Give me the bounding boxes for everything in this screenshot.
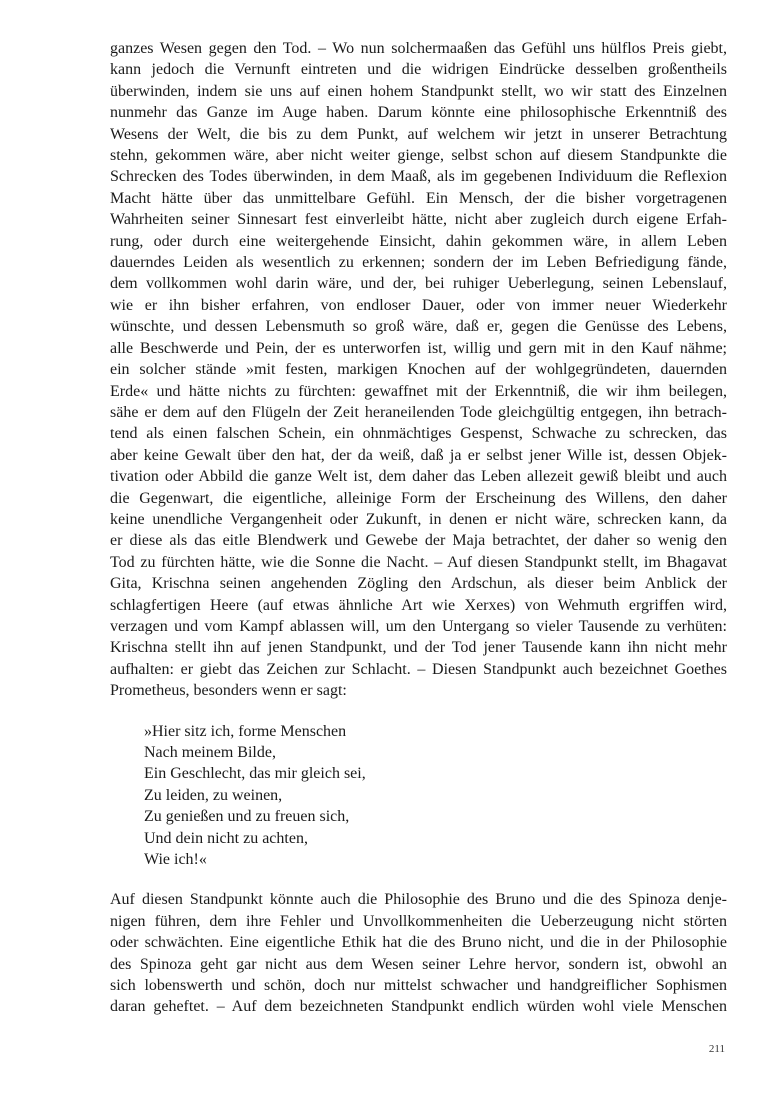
poem-quote	[144, 721, 727, 871]
poem-line: Ein Geschlecht, das mir gleich sei,	[144, 765, 366, 783]
poem-line: Wie ich!«	[144, 851, 207, 869]
text-line: nunmehr das Ganze im Auge haben. Darum könnte eine philosophische Erkenntniß des	[110, 104, 727, 122]
text-line: kann jedoch die Vernunft eintreten und die widrigen Eindrücke desselben großentheils	[110, 61, 727, 79]
text-line: die Gegenwart, die eigentliche, alleinige Form der Erscheinung des Willens, den daher	[110, 489, 727, 507]
text-line: er diese als das eitle Blendwerk und Gewebe der Maja betrachtet, der daher so wenig den	[110, 532, 727, 550]
text-line: sich lobenswerth und schön, doch nur mittelst schwacher und handgreiflicher Sophismen	[110, 977, 727, 995]
text-line: Gita, Krischna seinen angehenden Zögling den Ardschun, als dieser beim Anblick der	[110, 575, 727, 593]
text-line: keine unendliche Vergangenheit oder Zukunft, in denen er nicht wäre, schrecken kann, da	[110, 510, 727, 528]
text-line: dem vollkommen wohl darin wäre, und der, bei ruhiger Ueberlegung, seinen Lebenslauf,	[110, 275, 727, 293]
text-line: aufhalten: er giebt das Zeichen zur Schlacht. – Diesen Standpunkt auch bezeichnet Goethes	[110, 660, 727, 678]
text-line: Wahrheiten seiner Sinnesart fest einverleibt hätte, nicht aber zugleich durch eigene Erfah-	[110, 211, 727, 229]
text-line: Schrecken des Todes überwinden, in dem Maaß, als im gegebenen Individuum die Reflexion	[110, 168, 727, 186]
text-line: nigen führen, dem ihre Fehler und Unvollkommenheiten die Ueberzeugung nicht störten	[110, 912, 727, 930]
text-line: tivation oder Abbild die ganze Welt ist, dem daher das Leben allezeit gewiß bleibt und auch	[110, 468, 727, 486]
text-line: Erde« und hätte nichts zu fürchten: gewaffnet mit der Erkenntniß, die wir ihm beilegen,	[110, 382, 727, 400]
poem-line: Zu genießen und zu freuen sich,	[144, 808, 350, 826]
text-line: sähe er dem auf den Flügeln der Zeit heraneilenden Tode gleichgültig entgegen, ihn betrach-	[110, 403, 727, 421]
poem-line: Zu leiden, zu weinen,	[144, 786, 283, 804]
text-line: des Spinoza geht gar nicht aus dem Wesen seiner Lehre hervor, sondern ist, obwohl an	[110, 955, 727, 973]
text-line: Wesens der Welt, die bis zu dem Punkt, auf welchem wir jetzt in unserer Betrachtung	[110, 125, 727, 143]
page-body	[110, 38, 727, 1018]
paragraph-2	[110, 889, 727, 1017]
page-number: 211	[708, 1043, 725, 1055]
text-line: aber keine Gewalt über den hat, der da weiß, daß ja er selbst jener Wille ist, dessen Objek-	[110, 446, 727, 464]
text-line: Auf diesen Standpunkt könnte auch die Philosophie des Bruno und die des Spinoza denje-	[110, 891, 727, 909]
text-line: verzagen und vom Kampf ablassen will, um den Untergang so vieler Tausende zu verhüten:	[110, 617, 727, 635]
poem-line: Nach meinem Bilde,	[144, 744, 276, 761]
text-line: stehn, gekommen wäre, aber nicht weiter gienge, selbst schon auf diesem Standpunkte die	[110, 147, 727, 165]
text-line: überwinden, indem sie uns auf einen hohem Standpunkt stellt, wo wir statt des Einzelnen	[110, 82, 727, 100]
text-line: Tod zu fürchten hätte, wie die Sonne die Nacht. – Auf diesen Standpunkt stellt, im Bhagavat	[110, 553, 727, 571]
text-line: Prometheus, besonders wenn er sagt:	[110, 682, 347, 700]
text-line: tend als einen falschen Schein, ein ohnmächtiges Gespenst, Schwache zu schrecken, das	[110, 425, 727, 443]
text-line: Krischna stellt ihn auf jenen Standpunkt, und der Tod jener Tausende kann ihn nicht mehr	[110, 639, 727, 657]
text-line: wünschte, und dessen Lebensmuth so groß wäre, daß er, gegen die Genüsse des Lebens,	[110, 318, 727, 336]
text-line: dauerndes Leiden als wesentlich zu erkennen; sondern der im Leben Befriedigung fände,	[110, 254, 727, 272]
paragraph-1	[110, 38, 727, 702]
text-line: wie er ihn bisher erfahren, von endloser Dauer, oder von immer neuer Wiederkehr	[110, 296, 727, 314]
text-line: alle Beschwerde und Pein, der es unterworfen ist, willig und gern mit in den Kauf nähme;	[110, 339, 727, 357]
poem-line: »Hier sitz ich, forme Menschen	[144, 722, 347, 740]
text-line: ganzes Wesen gegen den Tod. – Wo nun solchermaaßen das Gefühl uns hülflos Preis giebt,	[110, 40, 727, 57]
text-line: schlagfertigen Heere (auf etwas ähnliche Art wie Xerxes) von Wehmuth ergriffen wird,	[110, 596, 727, 614]
text-line: Macht hätte über das unmittelbare Gefühl. Ein Mensch, der die bisher vorgetragenen	[110, 189, 727, 207]
text-line: rung, oder durch eine weitergehende Einsicht, dahin gekommen wäre, in allem Leben	[110, 232, 727, 250]
text-line: daran geheftet. – Auf dem bezeichneten Standpunkt endlich würden wohl viele Menschen	[110, 998, 727, 1016]
poem-line: Und dein nicht zu achten,	[144, 829, 308, 847]
text-line: ein solcher stände »mit festen, markigen Knochen auf der wohlgegründeten, dauernden	[110, 361, 727, 379]
text-line: oder schwächten. Eine eigentliche Ethik hat die des Bruno nicht, und die in der Philosophie	[110, 934, 727, 952]
